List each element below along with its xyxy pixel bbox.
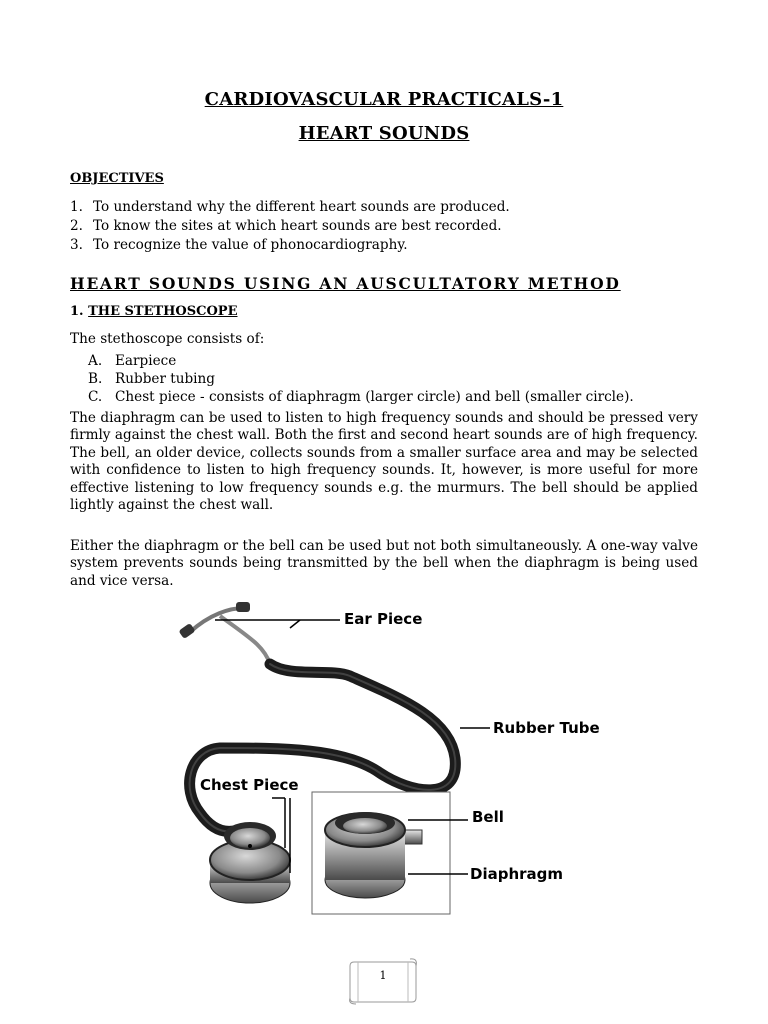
list-item-text: Chest piece - consists of diaphragm (larger circle) and bell (smaller circle). [115, 389, 634, 405]
objectives-list [70, 198, 510, 255]
list-item [70, 198, 510, 217]
label-bell: Bell [472, 808, 504, 826]
subsection-title: THE STETHOSCOPE [88, 304, 238, 319]
list-item [70, 236, 510, 255]
label-diaphragm: Diaphragm [470, 865, 564, 883]
list-item-text: To recognize the value of phonocardiography. [93, 237, 408, 253]
page-subtitle: HEART SOUNDS [298, 123, 470, 144]
list-item-text: Earpiece [115, 353, 177, 369]
list-item-letter: C. [88, 389, 103, 405]
paragraph-diaphragm-bell: The diaphragm can be used to listen to high frequency sounds and should be pressed very firmly against the chest wall. Both the first and second heart sounds are of high frequency. The bell, an older device, collects sounds from a smaller surface area and may be selected with confidence to listen to high frequency sounds. It, however, is more useful for more effective listening to low frequency sounds e.g. the murmurs. The bell should be applied lightly against the chest wall. [70, 410, 698, 514]
list-item-number: 2. [70, 218, 83, 234]
list-item [88, 352, 634, 370]
list-item [70, 217, 510, 236]
objectives-heading: OBJECTIVES [70, 171, 164, 186]
subsection-heading [70, 304, 238, 319]
list-item-number: 1. [70, 199, 83, 215]
subsection-number: 1. [70, 304, 84, 319]
ear-tubes-illustration [178, 602, 270, 664]
paragraph-valve-system: Either the diaphragm or the bell can be used but not both simultaneously. A one-way valve system prevents sounds being transmitted by the bell when the diaphragm is being used and vice versa. [70, 538, 698, 589]
list-item-letter: A. [88, 353, 103, 369]
intro-text: The stethoscope consists of: [70, 331, 265, 347]
list-item-number: 3. [70, 237, 83, 253]
parts-list [88, 352, 634, 406]
page-title: CARDIOVASCULAR PRACTICALS-1 [204, 89, 564, 110]
list-item-text: To know the sites at which heart sounds are best recorded. [93, 218, 502, 234]
page-number: 1 [379, 969, 387, 982]
label-ear-piece: Ear Piece [344, 610, 423, 628]
list-item-letter: B. [88, 371, 103, 387]
list-item [88, 370, 634, 388]
list-item-text: Rubber tubing [115, 371, 215, 387]
stethoscope-figure [160, 598, 620, 918]
section-heading: HEART SOUNDS USING AN AUSCULTATORY METHOD [70, 274, 621, 293]
list-item-text: To understand why the different heart sounds are produced. [93, 199, 510, 215]
list-item [88, 388, 634, 406]
label-chest-piece: Chest Piece [200, 776, 299, 794]
label-rubber-tube: Rubber Tube [493, 719, 600, 737]
